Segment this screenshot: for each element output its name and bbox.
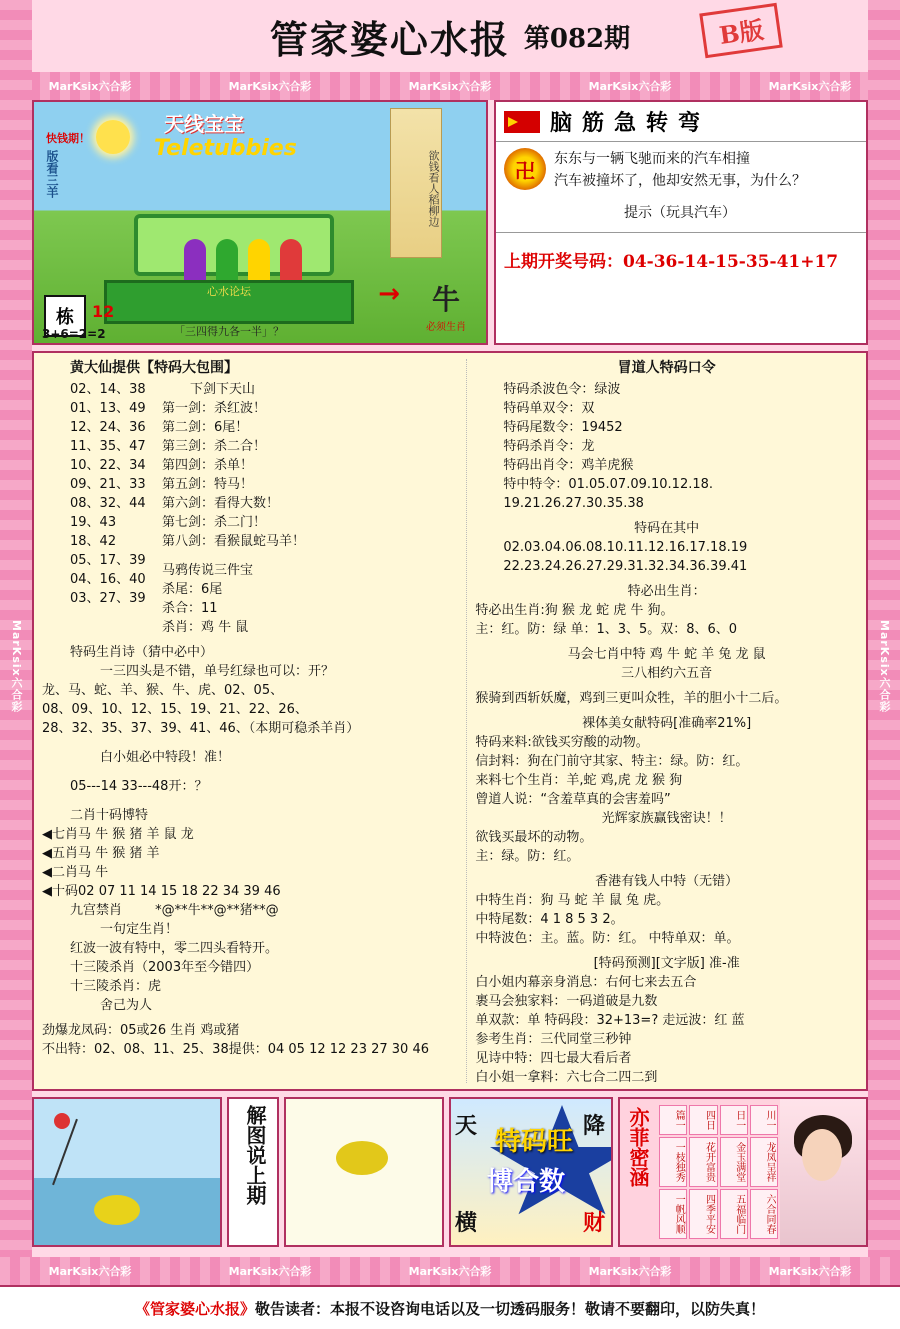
- last-draw-numbers: 04-36-14-15-35-41+17: [623, 252, 839, 272]
- ball-shape: [54, 1113, 70, 1129]
- list-item: 12、24、36: [70, 420, 146, 435]
- bottom-image-1: [32, 1097, 222, 1247]
- grid-cell: 金玉满堂: [720, 1137, 748, 1187]
- last-draw-label: 上期开奖号码：: [504, 252, 623, 272]
- brand-strip-right: MarKsix六合彩: [868, 0, 900, 1329]
- xiao-row: [42, 825, 460, 844]
- list-item: 特码来料:欲钱买穷酸的动物。: [475, 735, 649, 750]
- three-eight-line: 三八相约六五音: [621, 666, 713, 681]
- right-column: [466, 359, 858, 1083]
- two-xiao-title: 二肖十码博特: [70, 808, 149, 823]
- list-item: 特必出生肖:狗 猴 龙 蛇 虎 牛 狗。: [475, 603, 674, 618]
- dragon-phoenix-value: 05或26 生肖 鸡或猪: [120, 1023, 240, 1038]
- jiugong-label: 九宫禁肖: [70, 903, 123, 918]
- bottom-image-2: [284, 1097, 444, 1247]
- lady-photo: [780, 1099, 866, 1245]
- triangle-icon: ◀: [42, 884, 52, 899]
- figure-purple: [184, 239, 206, 285]
- brand-strip-left: MarKsix六合彩: [0, 0, 32, 1329]
- bottom-char-left-bottom: 横: [455, 1211, 478, 1236]
- forecast-title: [特码预测][文字版] 准-准: [593, 956, 740, 971]
- grid-cell: 五福临门: [720, 1189, 748, 1239]
- list-item: 19、43: [70, 515, 117, 530]
- poem-line-2: 龙、马、蛇、羊、猴、牛、虎、02、05、: [42, 683, 284, 698]
- list-item: 主：红。防：绿 单：1、3、5。双：8、6、0: [475, 622, 738, 637]
- xiao-tag: 七肖: [52, 827, 79, 842]
- number-list: [42, 380, 162, 637]
- figure-yellow: [248, 239, 270, 285]
- bottom-char-left-top: 天: [455, 1114, 478, 1139]
- bottom-star-line-1: 特码旺: [495, 1127, 574, 1157]
- list-item: 特码杀肖令：龙: [503, 439, 595, 454]
- list-item: 01、13、49: [70, 401, 146, 416]
- brand-strip-top: [0, 72, 900, 100]
- list-item: 03、27、39: [70, 591, 146, 606]
- brain-teaser-text: [554, 148, 806, 222]
- poster-badge: 栋: [44, 295, 86, 337]
- list-item: 白小姐内幕亲身消息：右何七来去五合: [475, 975, 697, 990]
- crow-title: 马鸦传说三件宝: [162, 563, 254, 578]
- poem-line-4: 28、32、35、37、39、41、46、（本期可稳杀羊肖）: [42, 721, 360, 736]
- grid-cell: 花开富贵: [689, 1137, 717, 1187]
- brandmark: MarKsix六合彩: [768, 1265, 852, 1278]
- red-wave-line: 红波一波有特中，零二四头看特开。: [70, 941, 279, 956]
- list-item: 第七剑：杀二门！: [162, 515, 267, 530]
- brandmark: MarKsix六合彩: [48, 80, 132, 93]
- numbers-and-swords: [42, 380, 460, 637]
- bottom-image-strip: [32, 1097, 868, 1247]
- xiao-value: 马 牛: [78, 865, 109, 880]
- bottom-star-line-2: 博合数: [487, 1167, 566, 1197]
- list-item: 见诗中特：四七最大看后者: [475, 1051, 632, 1066]
- arrow-icon: →: [378, 279, 400, 309]
- left-title: 黄大仙提供【特码大包围】: [70, 360, 238, 376]
- list-item: 特码出肖令：鸡羊虎猴: [503, 458, 634, 473]
- list-item: 中特尾数：4 1 8 5 3 2。: [475, 912, 624, 927]
- list-item: 19.21.26.27.30.35.38: [503, 496, 644, 511]
- poster-number: 12: [92, 302, 115, 321]
- figure-red: [280, 239, 302, 285]
- list-item: 02.03.04.06.08.10.11.12.16.17.18.19: [503, 540, 748, 555]
- poem-title: 特码生肖诗（猜中必中）: [70, 645, 214, 660]
- brandmark: MarKsix六合彩: [588, 80, 672, 93]
- must-title: 特必出生肖：: [627, 584, 706, 599]
- list-item: 参考生肖：三代同堂三秒钟: [475, 1032, 632, 1047]
- list-item: 第四剑：杀单！: [162, 458, 254, 473]
- grid-cell: 日一: [720, 1105, 748, 1135]
- top-row: [32, 100, 868, 345]
- list-item: 第一剑：杀红波！: [162, 401, 267, 416]
- bottom-image-4: [618, 1097, 868, 1247]
- list-item: 04、16、40: [70, 572, 146, 587]
- jiugong-row: [42, 901, 460, 920]
- list-item: 第三剑：杀二合！: [162, 439, 267, 454]
- tomb-line-1: 十三陵杀肖（2003年至今错四）: [70, 960, 260, 975]
- bottom-char-right-bottom: 财: [582, 1211, 605, 1236]
- grid-cell: 四日: [689, 1105, 717, 1135]
- figure-green: [216, 239, 238, 285]
- grid-cell: 一帆风顺: [659, 1189, 687, 1239]
- naked-title: 裸体美女献特码[准确率21%]: [582, 716, 752, 731]
- page-title: 管家婆心水报: [269, 16, 510, 62]
- list-item: 光辉家族赢钱密诀！！: [601, 811, 732, 826]
- right-title: 冒道人特码口令: [617, 360, 716, 376]
- sun-icon: [96, 120, 130, 154]
- brain-teaser-header: [496, 102, 866, 142]
- poster-zodiac: [426, 278, 466, 333]
- brain-teaser-title: 脑筋急转弯: [550, 110, 711, 136]
- edition-stamp: B版: [699, 3, 783, 58]
- grid-cell: 川一: [750, 1105, 778, 1135]
- horse-line: 马会七肖中特 鸡 牛 蛇 羊 兔 龙 鼠: [567, 647, 766, 662]
- face-shape: [802, 1129, 842, 1181]
- xiao-row: [42, 882, 460, 901]
- list-item: 10、22、34: [70, 458, 146, 473]
- bottom-cell-grid: [657, 1099, 780, 1245]
- xiao-value: 02 07 11 14 15 18 22 34 39 46: [78, 884, 281, 899]
- triangle-icon: ◀: [42, 846, 52, 861]
- list-item: 05、17、39: [70, 553, 146, 568]
- range-line: 05---14 33---48开：？: [70, 779, 208, 794]
- grid-cell: 篇一: [659, 1105, 687, 1135]
- xiao-tag: 十码: [52, 884, 79, 899]
- list-item: 09、21、33: [70, 477, 146, 492]
- swords-title: 下剑下天山: [190, 382, 256, 397]
- list-item: 中特波色：主。蓝。防：红。 中特单双：单。: [475, 931, 740, 946]
- bottom-vtitle: 亦菲密涵: [626, 1107, 650, 1187]
- frog-shape: [336, 1141, 388, 1175]
- dragon-phoenix-row: [42, 1021, 460, 1040]
- poster-scroll-text: 欲钱看人稻柳边: [390, 108, 442, 258]
- poem-line-3: 08、09、10、12、15、19、21、22、26、: [42, 702, 308, 717]
- list-item: 信封料：狗在门前守其家、特主：绿。防：红。: [475, 754, 749, 769]
- poem-line-1: 一三四头是不错，单号红绿也可以：开？: [100, 664, 335, 679]
- swords-list: [162, 380, 305, 637]
- brain-teaser-line-2: 汽车被撞坏了，他却安然无事，为什么？: [554, 173, 806, 189]
- triangle-icon: ◀: [42, 865, 52, 880]
- list-item: 杀合：11: [162, 601, 218, 616]
- list-item: 曾道人说：“含羞草真的会害羞吗”: [475, 792, 671, 807]
- list-item: 11、35、47: [70, 439, 146, 454]
- xiao-tag: 二肖: [52, 865, 79, 880]
- list-item: 欲钱买最坏的动物。: [475, 830, 593, 845]
- bai-line: 白小姐必中特段！准！: [100, 750, 231, 765]
- no-special-row: [42, 1040, 460, 1059]
- grid-cell: 龙凤呈祥: [750, 1137, 778, 1187]
- grid-cell: 一枝独秀: [659, 1137, 687, 1187]
- brandmark: MarKsix六合彩: [228, 1265, 312, 1278]
- triangle-icon: ◀: [42, 827, 52, 842]
- xiao-value: 马 牛 猴 猪 羊 鼠 龙: [78, 827, 194, 842]
- jiugong-value: *@**牛**@**猪**@: [155, 903, 279, 918]
- poster-zodiac-label: 必须生肖: [426, 322, 466, 333]
- brain-teaser-body: [496, 142, 866, 228]
- tomb-line-2: 十三陵杀肖：虎: [70, 979, 162, 994]
- brandmark: MarKsix六合彩: [228, 80, 312, 93]
- bottom-caption-box: [227, 1097, 279, 1247]
- poster-zodiac-char: 牛: [431, 283, 460, 316]
- xiao-row: [42, 844, 460, 863]
- page-content: [32, 100, 868, 1257]
- in-it-title: 特码在其中: [634, 521, 700, 536]
- list-item: 第八剑：看猴鼠蛇马羊！: [162, 534, 306, 549]
- poster-bench-text: 心水论坛: [207, 285, 251, 298]
- xiao-value: 马 牛 猴 猪 羊: [78, 846, 160, 861]
- grid-cell: 四季平安: [689, 1189, 717, 1239]
- list-item: 主：绿。防：红。: [475, 849, 580, 864]
- list-item: 特码单双令：双: [503, 401, 595, 416]
- one-sentence: 一句定生肖！: [100, 922, 179, 937]
- list-item: 第五剑：特马！: [162, 477, 254, 492]
- bottom-caption-text: 解图说上期: [243, 1105, 267, 1205]
- rod-shape: [52, 1119, 78, 1185]
- brandmark: MarKsix六合彩: [48, 1265, 132, 1278]
- no-special-label: 不出特：: [42, 1042, 95, 1057]
- list-item: 特码尾数令：19452: [503, 420, 623, 435]
- list-item: 02、14、38: [70, 382, 146, 397]
- last-draw-result: [496, 233, 866, 280]
- issue-number: 第082期: [523, 23, 631, 54]
- poster-figures: [184, 239, 302, 285]
- poster-formula: 3+6=2=2: [42, 327, 106, 341]
- list-item: 08、32、44: [70, 496, 146, 511]
- brandmark: MarKsix六合彩: [768, 80, 852, 93]
- brandmark: MarKsix六合彩: [588, 1265, 672, 1278]
- xiao-tag: 五肖: [52, 846, 79, 861]
- main-panel: [32, 351, 868, 1091]
- list-item: 特中特令：01.05.07.09.10.12.18.: [503, 477, 714, 492]
- poster-image: [32, 100, 488, 345]
- list-item: 来料七个生肖：羊,蛇 鸡,虎 龙 猴 狗: [475, 773, 683, 788]
- list-item: 特码杀波色令：绿波: [503, 382, 621, 397]
- brain-teaser-hint: 提示（玩具汽车）: [624, 205, 736, 221]
- frog-shape: [94, 1195, 140, 1225]
- brandmark: MarKsix六合彩: [408, 80, 492, 93]
- list-item: 第六剑：看得大数！: [162, 496, 280, 511]
- footer-text: 敬告读者：本报不设咨询电话以及一切透码服务！敬请不要翻印，以防失真！: [255, 1299, 766, 1318]
- brain-teaser-panel: [494, 100, 868, 345]
- poster-left-column: 版看三羊: [45, 150, 59, 198]
- list-item: 裹马会独家料：一码道破是九数: [475, 994, 658, 1009]
- no-special-value: 02、08、11、25、38提供：04 05 12 12 23 27 30 46: [94, 1042, 429, 1057]
- poster-subtitle: Teletubbies: [154, 136, 297, 161]
- grid-cell: 六合同春: [750, 1189, 778, 1239]
- poster-title: 天线宝宝: [164, 112, 244, 136]
- list-item: 白小姐一拿料：六七合二四二到: [475, 1070, 658, 1085]
- list-item: 杀肖：鸡 牛 鼠: [162, 620, 249, 635]
- footer-brand: 《管家婆心水报》: [134, 1299, 255, 1318]
- bottom-image-3: [449, 1097, 613, 1247]
- page-footer: [0, 1285, 900, 1329]
- page-header: [0, 0, 900, 72]
- dragon-phoenix-label: 劲爆龙凤码：: [42, 1023, 121, 1038]
- list-item: 22.23.24.26.27.29.31.32.34.36.39.41: [503, 559, 748, 574]
- poster-quote: 「三四得九各一半」？: [174, 325, 284, 338]
- list-item: 中特生肖：狗 马 蛇 羊 鼠 兔 虎。: [475, 893, 670, 908]
- poster-bench: [104, 280, 354, 324]
- list-item: 杀尾：6尾: [162, 582, 223, 597]
- left-column: [42, 359, 466, 1083]
- xiao-row: [42, 863, 460, 882]
- flag-icon: [504, 111, 540, 133]
- bottom-char-right-top: 降: [582, 1114, 605, 1139]
- brand-strip-bottom: [0, 1257, 900, 1285]
- list-item: 第二剑：6尾！: [162, 420, 249, 435]
- brandmark: MarKsix六合彩: [408, 1265, 492, 1278]
- poster-red-note: 快钱期！: [46, 132, 90, 145]
- abandon-line: 舍己为人: [100, 998, 153, 1013]
- brain-teaser-line-1: 东东与一辆飞驰而来的汽车相撞: [554, 151, 750, 167]
- hk-title: 香港有钱人中特（无错）: [595, 874, 739, 889]
- emblem-icon: 卍: [504, 148, 546, 190]
- list-item: 18、42: [70, 534, 117, 549]
- list-item: 单双款：单 特码段：32+13=? 走远波：红 蓝: [475, 1013, 745, 1028]
- story-line: 猴骑到西斩妖魔，鸡到三更叫众牲，羊的胆小十二后。: [475, 691, 788, 706]
